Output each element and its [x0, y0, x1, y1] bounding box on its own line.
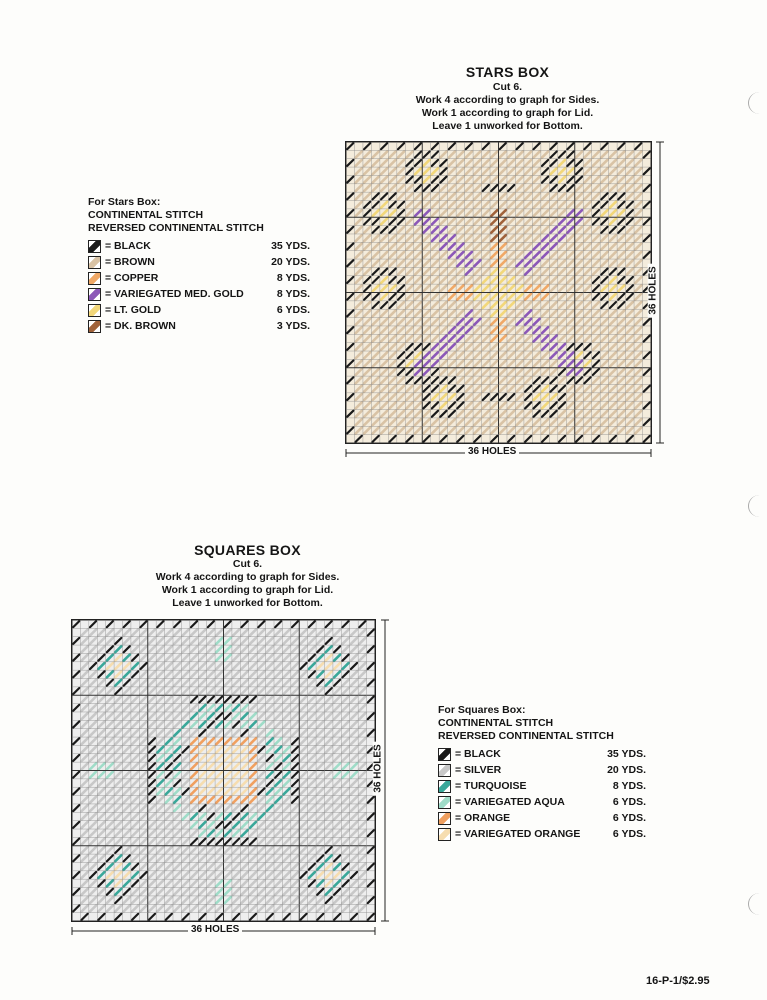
- squares-box-title: SQUARES BOX: [194, 542, 301, 558]
- instruction-line: Work 1 according to graph for Lid.: [421, 107, 594, 119]
- binder-hole-bottom: [748, 893, 767, 915]
- legend-yardage: 20 YDS.: [607, 763, 646, 776]
- legend-row: [88, 318, 310, 334]
- legend-row: [88, 238, 310, 254]
- legend-header: CONTINENTAL STITCH: [438, 717, 554, 729]
- legend-yardage: 8 YDS.: [276, 271, 310, 284]
- color-swatch-icon: [88, 240, 101, 253]
- legend-label: = VARIEGATED AQUA: [455, 795, 565, 808]
- legend-label: = TURQUOISE: [455, 779, 527, 792]
- instruction-line: Leave 1 unworked for Bottom.: [172, 597, 323, 609]
- legend-row: [438, 794, 646, 810]
- color-swatch-icon: [438, 748, 451, 761]
- squares-horizontal-dimension-label: 36 HOLES: [188, 924, 242, 935]
- legend-label: = SILVER: [455, 763, 502, 776]
- legend-yardage: 6 YDS.: [612, 827, 646, 840]
- legend-header: REVERSED CONTINENTAL STITCH: [88, 222, 264, 234]
- legend-label: = DK. BROWN: [105, 319, 176, 332]
- legend-yardage: 6 YDS.: [612, 811, 646, 824]
- legend-row: [438, 778, 646, 794]
- legend-yardage: 35 YDS.: [607, 747, 646, 760]
- legend-yardage: 6 YDS.: [276, 303, 310, 316]
- legend-yardage: 8 YDS.: [276, 287, 310, 300]
- color-swatch-icon: [438, 764, 451, 777]
- legend-yardage: 3 YDS.: [276, 319, 310, 332]
- legend-row: [438, 762, 646, 778]
- stars-box-instructions: [370, 81, 645, 133]
- legend-row: [88, 254, 310, 270]
- color-swatch-icon: [438, 780, 451, 793]
- color-swatch-icon: [438, 796, 451, 809]
- color-swatch-icon: [88, 320, 101, 333]
- legend-header: CONTINENTAL STITCH: [88, 209, 204, 221]
- instruction-line: Work 4 according to graph for Sides.: [155, 571, 340, 583]
- color-swatch-icon: [88, 256, 101, 269]
- stars-vertical-dimension-label: 36 HOLES: [648, 263, 659, 317]
- legend-label: = VARIEGATED MED. GOLD: [105, 287, 244, 300]
- instruction-line: Leave 1 unworked for Bottom.: [432, 120, 583, 132]
- squares-vertical-dimension-label: 36 HOLES: [373, 741, 384, 795]
- legend-row: [438, 746, 646, 762]
- stars-box-title: STARS BOX: [465, 64, 550, 80]
- stars-box-graph: [345, 141, 652, 444]
- squares-box-legend: [438, 704, 646, 842]
- legend-yardage: 20 YDS.: [271, 255, 310, 268]
- legend-yardage: 8 YDS.: [612, 779, 646, 792]
- binder-hole-top: [748, 92, 767, 114]
- color-swatch-icon: [438, 812, 451, 825]
- legend-yardage: 35 YDS.: [271, 239, 310, 252]
- legend-label: = LT. GOLD: [105, 303, 162, 316]
- page-code: 16-P-1/$2.95: [646, 975, 710, 987]
- color-swatch-icon: [88, 288, 101, 301]
- legend-row: [88, 302, 310, 318]
- legend-header: For Squares Box:: [438, 704, 526, 716]
- binder-hole-middle: [748, 495, 767, 517]
- legend-yardage: 6 YDS.: [612, 795, 646, 808]
- stars-box-legend: [88, 196, 310, 334]
- legend-row: [88, 286, 310, 302]
- color-swatch-icon: [88, 304, 101, 317]
- legend-label: = VARIEGATED ORANGE: [455, 827, 581, 840]
- legend-label: = COPPER: [105, 271, 159, 284]
- squares-box-graph: [71, 619, 376, 922]
- legend-label: = BLACK: [455, 747, 501, 760]
- legend-row: [438, 810, 646, 826]
- legend-label: = BROWN: [105, 255, 155, 268]
- instruction-line: Cut 6.: [232, 558, 263, 570]
- legend-label: = BLACK: [105, 239, 151, 252]
- legend-row: [88, 270, 310, 286]
- instruction-line: Cut 6.: [492, 81, 523, 93]
- legend-label: = ORANGE: [455, 811, 511, 824]
- legend-header: REVERSED CONTINENTAL STITCH: [438, 730, 614, 742]
- squares-box-instructions: [110, 558, 385, 610]
- instruction-line: Work 4 according to graph for Sides.: [415, 94, 600, 106]
- legend-row: [438, 826, 646, 842]
- color-swatch-icon: [88, 272, 101, 285]
- color-swatch-icon: [438, 828, 451, 841]
- stars-horizontal-dimension-label: 36 HOLES: [465, 446, 519, 457]
- legend-header: For Stars Box:: [88, 196, 161, 208]
- instruction-line: Work 1 according to graph for Lid.: [161, 584, 334, 596]
